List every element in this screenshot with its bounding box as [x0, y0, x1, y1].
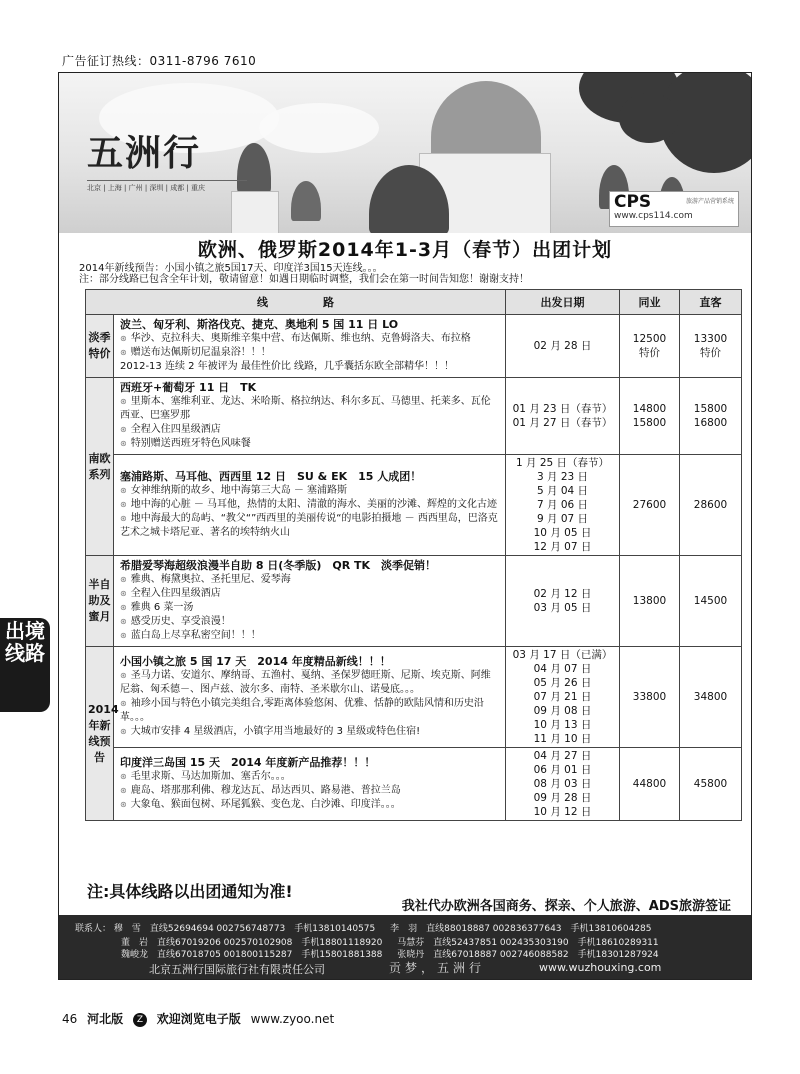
bullet-icon: ⊛: [120, 397, 127, 406]
route-bullet: [120, 498, 499, 512]
direct-price: 16800: [693, 417, 728, 429]
bullet-icon: ⊛: [120, 671, 127, 680]
table-row: [86, 647, 742, 748]
route-bullet: [120, 346, 499, 360]
notes: [79, 263, 529, 285]
route-bullet: [120, 512, 499, 540]
route-cell: [114, 455, 506, 556]
table-row: [86, 315, 742, 378]
peer-price-cell: [620, 748, 680, 821]
bullet-text: 雅典、梅黛奥拉、圣托里尼、爱琴海: [130, 574, 291, 585]
departure-date: 01 月 27 日（春节）: [512, 417, 613, 429]
category-cell: 淡季特价: [86, 315, 114, 378]
visa-service-line: 我社代办欧洲各国商务、探亲、个人旅游、ADS旅游签证: [401, 899, 731, 914]
departure-date: 03 月 05 日: [533, 602, 592, 614]
cps-subtitle: 旅游产品营销系统: [685, 198, 734, 205]
itinerary-table: [85, 289, 742, 821]
contact: 魏峻龙 直线67018705 001800115287 手机15801881388: [121, 950, 383, 960]
bullet-text: 鹿岛、塔那那利佛、穆龙达瓦、昂达西贝、路易港、普拉兰岛: [130, 785, 401, 796]
bullet-text: 地中海最大的岛屿、“教父“”西西里的美丽传说“的电影拍摄地 － 西西里岛，巴洛克艺术之城卡塔尼亚、著名的埃特纳火山: [120, 513, 498, 538]
direct-price-cell: [680, 556, 742, 647]
bullet-text: 特别赠送西班牙特色风味餐: [130, 438, 251, 449]
category-cell: 南欧系列: [86, 378, 114, 556]
route-name: 塞浦路斯、马耳他、西西里 12 日 SU & EK 15 人成团！: [120, 470, 422, 483]
route-bullet: [120, 437, 499, 451]
bullet-text: 全程入住四星级酒店: [130, 588, 221, 599]
bullet-text: 大象龟、猴面包树、环尾狐猴、变色龙、白沙滩、印度洋。。。: [130, 799, 401, 810]
header-direct: 直客: [680, 290, 742, 315]
table-body: [86, 315, 742, 821]
bullet-text: 毛里求斯、马达加斯加、塞舌尔。。。: [130, 771, 291, 782]
bullet-icon: ⊛: [120, 800, 127, 809]
route-bullet: [120, 725, 499, 739]
route-cell: [114, 647, 506, 748]
route-bullet: [120, 669, 499, 697]
logo-text: 五洲行: [87, 132, 202, 174]
date-cell: [506, 455, 620, 556]
departure-date: 09 月 28 日: [533, 792, 592, 804]
direct-price: 34800: [693, 691, 728, 703]
direct-price: 14500: [693, 595, 728, 607]
departure-date: 3 月 23 日: [536, 471, 589, 483]
bullet-icon: ⊛: [120, 699, 127, 708]
departure-date: 05 月 26 日: [533, 677, 592, 689]
note-line: 注：部分线路已包含全年计划，敬请留意！如遇日期临时调整，我们会在第一时间告知您！谢谢支持！: [79, 274, 529, 285]
route-cell: [114, 378, 506, 455]
bullet-icon: ⊛: [120, 500, 127, 509]
departure-date: 01 月 23 日（春节）: [512, 403, 613, 415]
departure-date: 1 月 25 日（春节）: [515, 457, 610, 469]
zyoo-logo-icon: Z: [133, 1013, 147, 1027]
peer-price: 12500: [632, 333, 667, 345]
departure-date: 10 月 12 日: [533, 806, 592, 818]
category-cell: 半自助及蜜月: [86, 556, 114, 647]
bullet-icon: ⊛: [120, 486, 127, 495]
page-title: 欧洲、俄罗斯2014年1-3月（春节）出团计划: [197, 239, 613, 261]
table-row: [86, 378, 742, 455]
bullet-text: 袖珍小国与特色小镇完美组合,零距离体验悠闲、优雅、恬静的欧陆风情和历史沿革。。。: [120, 698, 484, 723]
bullet-icon: ⊛: [120, 772, 127, 781]
route-bullet: [120, 395, 499, 423]
departure-date: 03 月 17 日（已满）: [512, 649, 613, 661]
route-bullet: [120, 629, 499, 643]
contact: 张晓丹 直线67018887 002746088582 手机18301287924: [397, 950, 659, 960]
bullet-icon: ⊛: [120, 617, 127, 626]
final-note: 注:具体线路以出团通知为准!: [87, 882, 293, 901]
route-bullet: [120, 332, 499, 346]
route-extra: 2012-13 连续 2 年被评为 最佳性价比 线路，几乎囊括东欧全部精华！！！: [120, 361, 455, 372]
contact-row: [121, 947, 659, 959]
departure-date: 12 月 07 日: [533, 541, 592, 553]
departure-date: 09 月 08 日: [533, 705, 592, 717]
departure-date: 04 月 27 日: [533, 750, 592, 762]
contact: 董 岩 直线67019206 002570102908 手机18801118920: [121, 938, 383, 948]
peer-price: 33800: [632, 691, 667, 703]
departure-date: 06 月 01 日: [533, 764, 592, 776]
peer-price-cell: [620, 315, 680, 378]
date-cell: [506, 748, 620, 821]
promo-text: 欢迎浏览电子版: [156, 1012, 241, 1026]
bullet-text: 女神维纳斯的故乡、地中海第三大岛 － 塞浦路斯: [130, 485, 348, 496]
contact-footer: [59, 915, 751, 979]
bullet-icon: ⊛: [120, 727, 127, 736]
bullet-text: 华沙、克拉科夫、奥斯维辛集中营、布达佩斯、维也纳、克鲁姆洛夫、布拉格: [130, 333, 471, 344]
route-name: 波兰、匈牙利、斯洛伐克、捷克、奥地利 5 国 11 日 LO: [120, 318, 399, 331]
route-cell: [114, 315, 506, 378]
direct-price-cell: [680, 378, 742, 455]
peer-price: 27600: [632, 499, 667, 511]
peer-price-cell: [620, 647, 680, 748]
table-row: [86, 455, 742, 556]
date-cell: [506, 556, 620, 647]
departure-date: 7 月 06 日: [536, 499, 589, 511]
bullet-text: 感受历史、享受浪漫！: [130, 616, 231, 627]
direct-price-cell: [680, 748, 742, 821]
route-bullet: [120, 798, 499, 812]
route-bullet: [120, 423, 499, 437]
departure-date: 10 月 05 日: [533, 527, 592, 539]
header-route: 线 路: [86, 290, 506, 315]
category-cell: 2014年新线预告: [86, 647, 114, 821]
route-bullet: [120, 615, 499, 629]
ad-frame: [58, 72, 752, 980]
departure-date: 11 月 10 日: [533, 733, 592, 745]
departure-date: 04 月 07 日: [533, 663, 592, 675]
direct-price: 15800: [693, 403, 728, 415]
departure-date: 08 月 03 日: [533, 778, 592, 790]
bullet-text: 大城市安排 4 星级酒店，小镇字用当地最好的 3 星级或特色住宿!: [130, 726, 421, 737]
route-cell: [114, 748, 506, 821]
company-name: 北京五洲行国际旅行社有限责任公司: [149, 963, 325, 976]
bullet-icon: ⊛: [120, 589, 127, 598]
route-bullet: [120, 697, 499, 725]
direct-price: 28600: [693, 499, 728, 511]
note-line: 2014年新线预告：小国小镇之旅5国17天、印度洋3国15天连线。。。: [79, 263, 383, 274]
header-date: 出发日期: [506, 290, 620, 315]
promo-url: www.zyoo.net: [250, 1012, 335, 1026]
bullet-text: 全程入住四星级酒店: [130, 424, 221, 435]
bullet-icon: ⊛: [120, 603, 127, 612]
direct-price: 13300: [693, 333, 728, 345]
website: www.wuzhouxing.com: [539, 961, 662, 974]
cps-name: CPS: [614, 192, 652, 212]
bullet-icon: ⊛: [120, 334, 127, 343]
route-name: 小国小镇之旅 5 国 17 天 2014 年度精品新线！！！: [120, 655, 391, 668]
route-name: 印度洋三岛国 15 天 2014 年度新产品推荐！！！: [120, 756, 376, 769]
direct-price-cell: [680, 455, 742, 556]
peer-price: 15800: [632, 417, 667, 429]
bullet-icon: ⊛: [120, 575, 127, 584]
contact: 李 羽 直线88018887 002836377643 手机13810604285: [390, 924, 652, 934]
departure-date: 07 月 21 日: [533, 691, 592, 703]
departure-date: 10 月 13 日: [533, 719, 592, 731]
bullet-text: 圣马力诺、安道尔、摩纳哥、五渔村、戛纳、圣保罗德旺斯、尼斯、埃克斯、阿维尼翁、匈禾德－、图卢兹、波尔多、南特、圣米歇尔山、诺曼底。。。: [120, 670, 491, 695]
contact-row: [75, 921, 652, 933]
contact-row: [121, 935, 659, 947]
route-bullet: [120, 784, 499, 798]
table-header: [86, 290, 742, 315]
cps-badge: [609, 191, 739, 227]
page-footer: [62, 1010, 334, 1027]
departure-date: 02 月 12 日: [533, 588, 592, 600]
route-cell: [114, 556, 506, 647]
direct-price-cell: [680, 315, 742, 378]
route-bullet: [120, 587, 499, 601]
peer-price-cell: [620, 556, 680, 647]
peer-price-cell: [620, 455, 680, 556]
ad-hotline: 广告征订热线：0311-8796 7610: [62, 54, 257, 68]
edition: 河北版: [87, 1012, 124, 1026]
bullet-text: 赠送布达佩斯切尼温泉浴！！！: [130, 347, 271, 358]
route-bullet: [120, 573, 499, 587]
peer-price: 特价: [639, 347, 660, 359]
date-cell: [506, 378, 620, 455]
route-bullet: [120, 484, 499, 498]
peer-price-cell: [620, 378, 680, 455]
direct-price-cell: [680, 647, 742, 748]
bullet-icon: ⊛: [120, 631, 127, 640]
route-name: 希腊爱琴海超级浪漫半自助 8 日(冬季版) QR TK 淡季促销！: [120, 559, 437, 572]
brand-logo: [87, 125, 247, 215]
direct-price: 45800: [693, 778, 728, 790]
bullet-icon: ⊛: [120, 425, 127, 434]
peer-price: 13800: [632, 595, 667, 607]
contact: 穆 雪 直线52694694 002756748773 手机13810140575: [113, 924, 376, 934]
section-tab-line: 出境: [5, 619, 45, 643]
route-bullet: [120, 601, 499, 615]
cps-url: www.cps114.com: [614, 211, 693, 221]
departure-date: 9 月 07 日: [536, 513, 589, 525]
direct-price: 特价: [700, 347, 721, 359]
table-row: [86, 556, 742, 647]
route-name: 西班牙+葡萄牙 11 日 TK: [120, 381, 257, 394]
header-peer: 同业: [620, 290, 680, 315]
page-number: 46: [62, 1012, 78, 1026]
bullet-text: 雅典 6 菜一汤: [130, 602, 194, 613]
peer-price: 44800: [632, 778, 667, 790]
date-cell: [506, 647, 620, 748]
section-tab-line: 线路: [5, 641, 45, 665]
bullet-icon: ⊛: [120, 348, 127, 357]
departure-date: 5 月 04 日: [536, 485, 589, 497]
logo-cities: 北京 | 上海 | 广州 | 深圳 | 成都 | 重庆: [87, 180, 247, 193]
table-row: [86, 748, 742, 821]
bullet-icon: ⊛: [120, 514, 127, 523]
bullet-icon: ⊛: [120, 786, 127, 795]
peer-price: 14800: [632, 403, 667, 415]
banner-image: [59, 73, 751, 233]
section-tab: [0, 618, 50, 712]
bullet-text: 地中海的心脏 － 马耳他，热情的太阳、清澈的海水、美丽的沙滩、辉煌的文化古迹: [130, 499, 498, 510]
contact: 马慧芬 直线52437851 002435303190 手机18610289311: [397, 938, 659, 948]
bullet-text: 蓝白岛上尽享私密空间！！！: [130, 630, 261, 641]
bullet-icon: ⊛: [120, 439, 127, 448]
contacts-label: 联系人：: [75, 924, 112, 934]
date-cell: [506, 315, 620, 378]
departure-date: 02 月 28 日: [533, 340, 592, 352]
route-bullet: [120, 770, 499, 784]
bullet-text: 里斯本、塞维利亚、龙达、米哈斯、格拉纳达、科尔多瓦、马德里、托莱多、瓦伦西亚、巴塞罗那: [120, 396, 491, 421]
signature: 贡梦，五洲行: [389, 961, 486, 975]
